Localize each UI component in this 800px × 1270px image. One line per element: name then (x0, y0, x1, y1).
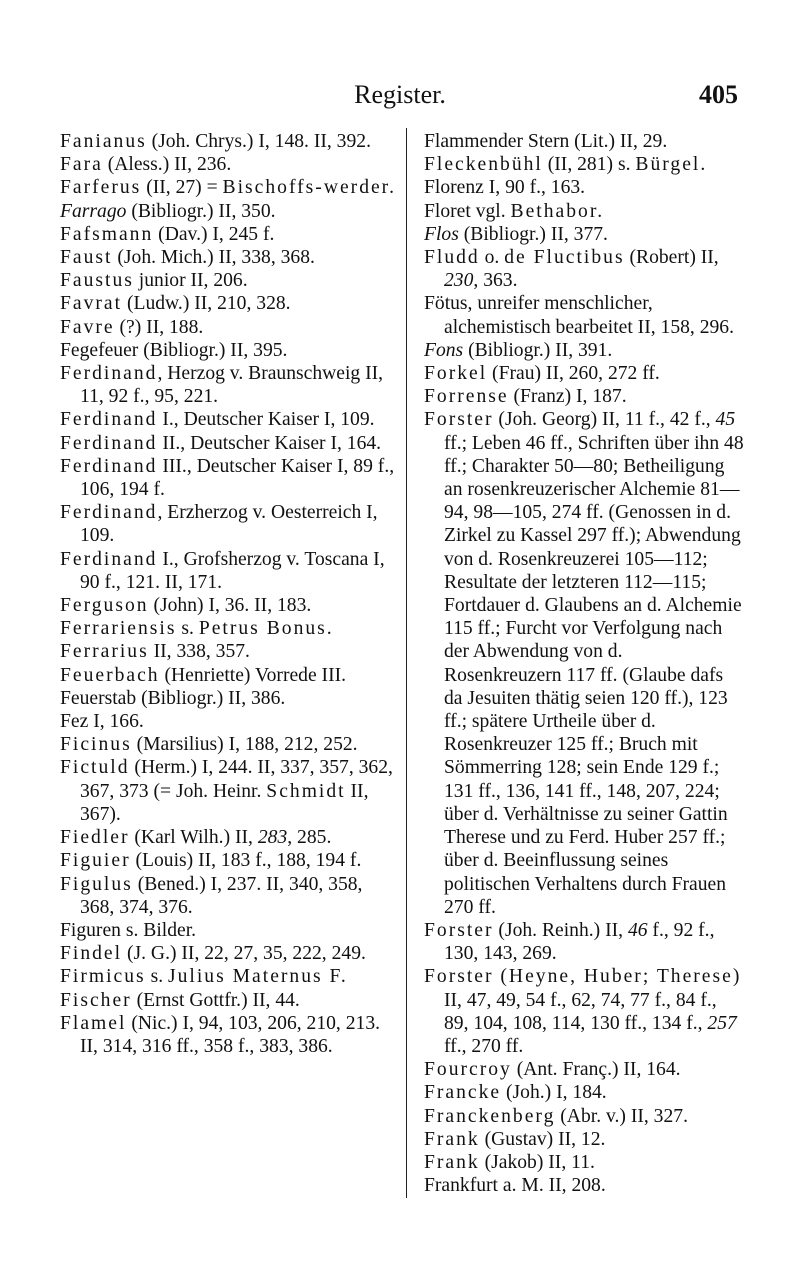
entry-headword: Forster (424, 919, 494, 941)
index-entry (60, 965, 398, 988)
index-entry (60, 989, 398, 1012)
entry-headword: Fourcroy (424, 1059, 512, 1081)
entry-italic: 257 (707, 1012, 737, 1034)
index-entry (424, 130, 744, 153)
entry-italic: Flos (424, 223, 459, 245)
entry-headword: Favrat (60, 293, 123, 315)
entry-headword: Ferdinand (60, 548, 158, 570)
entry-text: Figuren s. Bilder. (60, 919, 197, 941)
entry-headword: Feuerbach (60, 664, 160, 686)
entry-headword: Forster (Heyne, Huber; Therese) (424, 966, 742, 988)
entry-headword: Schmidt (266, 780, 346, 802)
entry-text: ff.; Leben 46 ff., Schriften über ihn 48 ff.; Charakter 50—80; Betheiligung an rosenkreuzerischer Alchemie 81—94, 98—105, 274 ff. (Genossen in d. Zirkel zu Kassel 297 ff.); Abwendung von d. Rosenkreuzerei 105—112; Resultate der letzteren 112—115; Fortdauer d. Glaubens an d. Alchemie 115 ff.; Furcht vor Verfolgung nach der Abwendung von d. Rosenkreuzern 117 ff. (Glaube dafs da Jesuiten thätig seien 120 ff.), 123 ff.; spätere Urtheile über d. Rosenkreuzer 125 ff.; Bruch mit Sömmerring 128; sein Ende 129 f.; 131 ff., 136, 141 ff., 148, 207, 224; über d. Verhältnisse zu seiner Gattin Therese und zu Ferd. Huber 257 ff.; über d. Beeinflussung seines politischen Verhaltens durch Frauen 270 ff. (444, 432, 744, 918)
entry-text: ff., 270 ff. (444, 1035, 524, 1057)
index-entry (60, 617, 398, 640)
index-entry (60, 153, 398, 176)
index-entry (424, 153, 744, 176)
entry-text: II., Deutscher Kaiser I, 164. (157, 432, 382, 454)
entry-text: (Herm.) I, 244. II, 337, 357, 362, 367, 373 (= Joh. Heinr. (80, 757, 393, 802)
entry-text: (Louis) II, 183 f., 188, 194 f. (130, 850, 362, 872)
entry-headword: Ferrarius (60, 641, 149, 663)
index-entry (60, 200, 398, 223)
entry-text: (Karl Wilh.) II, (129, 827, 258, 849)
left-column (60, 130, 398, 1058)
entry-headword: Ficinus (60, 734, 132, 756)
entry-italic: 283 (257, 827, 288, 849)
entry-italic: 46 (627, 919, 648, 941)
entry-text: (Robert) II, (624, 247, 719, 269)
entry-text: III., Deutscher Kaiser I, 89 f., 106, 194 f. (80, 455, 395, 501)
entry-text: Fötus, unreifer menschlicher, alchemistisch bearbeitet II, 158, 296. (424, 293, 735, 338)
entry-headword: Bethabor. (510, 200, 605, 222)
entry-text: Frankfurt a. M. II, 208. (424, 1175, 606, 1197)
entry-italic: 230 (444, 270, 474, 292)
index-entry (60, 246, 398, 269)
index-entry (60, 873, 398, 919)
entry-text: (Ant. Franç.) II, 164. (511, 1059, 681, 1081)
entry-text: I., Deutscher Kaiser I, 109. (157, 409, 375, 431)
entry-text: (John) I, 36. II, 183. (148, 595, 312, 617)
index-entry (60, 223, 398, 246)
index-entry (60, 130, 398, 153)
entry-headword: Forster (424, 409, 494, 431)
index-entry (60, 919, 398, 942)
index-entry (424, 176, 744, 199)
page-number: 405 (699, 80, 738, 109)
entry-headword: Ferdinand (60, 432, 158, 454)
entry-text: (Ernst Gottfr.) II, 44. (131, 989, 300, 1011)
index-entry (60, 362, 398, 408)
entry-text: (Marsilius) I, 188, 212, 252. (131, 734, 358, 756)
entry-text: (Joh. Georg) II, 11 f., 42 f., (493, 409, 716, 431)
index-entry (60, 548, 398, 594)
entry-text: s. (176, 618, 199, 640)
entry-text: (Aless.) II, 236. (102, 154, 232, 176)
index-entry (60, 176, 398, 199)
entry-headword: Franckenberg (424, 1105, 556, 1127)
entry-text: (?) II, 188. (114, 316, 204, 338)
entry-text: o. (479, 247, 505, 269)
entry-headword: Ferrariensis (60, 618, 177, 640)
entry-headword: Fleckenbühl (424, 154, 543, 176)
entry-headword: Ferdinand (60, 363, 158, 385)
entry-headword: Favre (60, 316, 115, 338)
index-entry (424, 246, 744, 292)
entry-headword: Frank (424, 1151, 480, 1173)
entry-text: s. (145, 966, 168, 988)
entry-headword: Fischer (60, 989, 132, 1011)
entry-headword: Ferdinand (60, 502, 158, 524)
entry-headword: Francke (424, 1082, 502, 1104)
index-entry (60, 594, 398, 617)
index-entry (60, 269, 398, 292)
entry-headword: Bischoffs-werder. (222, 177, 397, 199)
entry-text: , 285. (287, 827, 332, 849)
entry-headword: Fara (60, 154, 103, 176)
index-entry (60, 826, 398, 849)
entry-headword: Frank (424, 1128, 480, 1150)
entry-headword: de Fluctibus (504, 247, 625, 269)
entry-text: Floret vgl. (424, 200, 511, 222)
entry-headword: Forrense (424, 386, 509, 408)
entry-headword: Figulus (60, 873, 133, 895)
index-entry (424, 292, 744, 338)
page-header (60, 80, 740, 116)
index-entry (60, 339, 398, 362)
entry-text: (Joh.) I, 184. (501, 1082, 607, 1104)
index-entry (60, 756, 398, 826)
entry-headword: Flamel (60, 1012, 127, 1034)
entry-text: II, 338, 357. (148, 641, 250, 663)
entry-text: (Abr. v.) II, 327. (555, 1105, 688, 1127)
entry-headword: Fludd (424, 247, 480, 269)
index-entry (60, 408, 398, 431)
index-entry (424, 1151, 744, 1174)
entry-italic: 45 (715, 409, 736, 431)
index-entry (424, 200, 744, 223)
entry-text: (Joh. Chrys.) I, 148. II, 392. (146, 131, 371, 152)
entry-text: Florenz I, 90 f., 163. (424, 177, 586, 199)
entry-text: (Bibliogr.) II, 391. (463, 339, 613, 361)
entry-text: (Franz) I, 187. (508, 386, 627, 408)
index-entry (60, 733, 398, 756)
entry-text: Flammender Stern (Lit.) II, 29. (424, 131, 668, 152)
entry-headword: Ferdinand (60, 455, 158, 477)
entry-headword: Fafsmann (60, 223, 154, 245)
index-entry (60, 849, 398, 872)
right-column (424, 130, 744, 1197)
entry-text: (Henriette) Vorrede III. (159, 664, 347, 686)
entry-text: , Herzog v. Braunschweig II, 11, 92 f., 95, 221. (80, 363, 384, 408)
entry-text: (Jakob) II, 11. (479, 1151, 595, 1173)
entry-text: (Joh. Mich.) II, 338, 368. (112, 247, 315, 269)
entry-headword: Faust (60, 247, 113, 269)
index-entry (60, 710, 398, 733)
entry-text: (J. G.) II, 22, 27, 35, 222, 249. (122, 943, 366, 965)
index-entry (424, 965, 744, 1058)
entry-text: Feuerstab (Bibliogr.) II, 386. (60, 687, 286, 709)
index-entry (60, 664, 398, 687)
index-entry (60, 432, 398, 455)
entry-text: (Bibliogr.) II, 350. (126, 200, 276, 222)
entry-headword: Petrus Bonus. (198, 618, 334, 640)
entry-headword: Fanianus (60, 131, 147, 152)
entry-headword: Ferdinand (60, 409, 158, 431)
entry-text: junior II, 206. (133, 270, 248, 292)
entry-text: Fez I, 166. (60, 711, 144, 733)
entry-headword: Fictuld (60, 757, 130, 779)
index-entry (60, 1012, 398, 1058)
entry-text: , 363. (473, 270, 518, 292)
index-entry (424, 919, 744, 965)
entry-headword: Bürgel. (635, 154, 708, 176)
entry-text: (Gustav) II, 12. (479, 1128, 606, 1150)
index-entry (424, 385, 744, 408)
index-entry (424, 1105, 744, 1128)
index-entry (424, 1174, 744, 1197)
index-entry (60, 292, 398, 315)
index-entry (424, 223, 744, 246)
entry-headword: Ferguson (60, 595, 149, 617)
entry-headword: Farferus (60, 177, 142, 199)
running-title: Register. (354, 80, 446, 109)
entry-text: (Bibliogr.) II, 377. (458, 223, 608, 245)
index-entry (424, 1081, 744, 1104)
entry-text: (Nic.) I, 94, 103, 206, 210, 213. II, 314, 316 ff., 358 f., 383, 386. (80, 1012, 381, 1057)
column-divider (406, 128, 407, 1198)
entry-text: (Joh. Reinh.) II, (493, 919, 628, 941)
index-entry (60, 501, 398, 547)
index-entry (424, 1128, 744, 1151)
index-entry (424, 1058, 744, 1081)
entry-text: (Dav.) I, 245 f. (153, 223, 275, 245)
index-entry (424, 339, 744, 362)
entry-text: Fegefeuer (Bibliogr.) II, 395. (60, 339, 288, 361)
entry-text: (II, 27) = (141, 177, 223, 199)
entry-text: f., 92 f., 130, 143, 269. (444, 919, 715, 965)
entry-text: I., Grofsherzog v. Toscana I, 90 f., 121. II, 171. (80, 548, 385, 593)
index-entry (60, 687, 398, 710)
entry-headword: Firmicus (60, 966, 146, 988)
entry-headword: Figuier (60, 850, 131, 872)
entry-text: (Frau) II, 260, 272 ff. (487, 363, 660, 385)
entry-text: II, 47, 49, 54 f., 62, 74, 77 f., 84 f., 89, 104, 108, 114, 130 ff., 134 f., (444, 989, 717, 1034)
entry-text: (II, 281) s. (542, 154, 636, 176)
entry-text: II, 367). (80, 780, 369, 825)
entry-headword: Fiedler (60, 827, 130, 849)
index-entry (424, 408, 744, 918)
entry-headword: Faustus (60, 270, 134, 292)
entry-text: (Bened.) I, 237. II, 340, 358, 368, 374, 376. (80, 873, 363, 918)
entry-italic: Farrago (60, 200, 127, 222)
entry-text: (Ludw.) II, 210, 328. (122, 293, 291, 315)
entry-headword: Julius Maternus F. (168, 966, 348, 988)
entry-headword: Findel (60, 943, 123, 965)
entry-italic: Fons (424, 339, 464, 361)
index-entry (424, 362, 744, 385)
index-entry (60, 640, 398, 663)
entry-text: , Erzherzog v. Oesterreich I, 109. (80, 502, 378, 547)
index-entry (60, 455, 398, 501)
index-entry (60, 316, 398, 339)
index-entry (60, 942, 398, 965)
entry-headword: Forkel (424, 363, 488, 385)
